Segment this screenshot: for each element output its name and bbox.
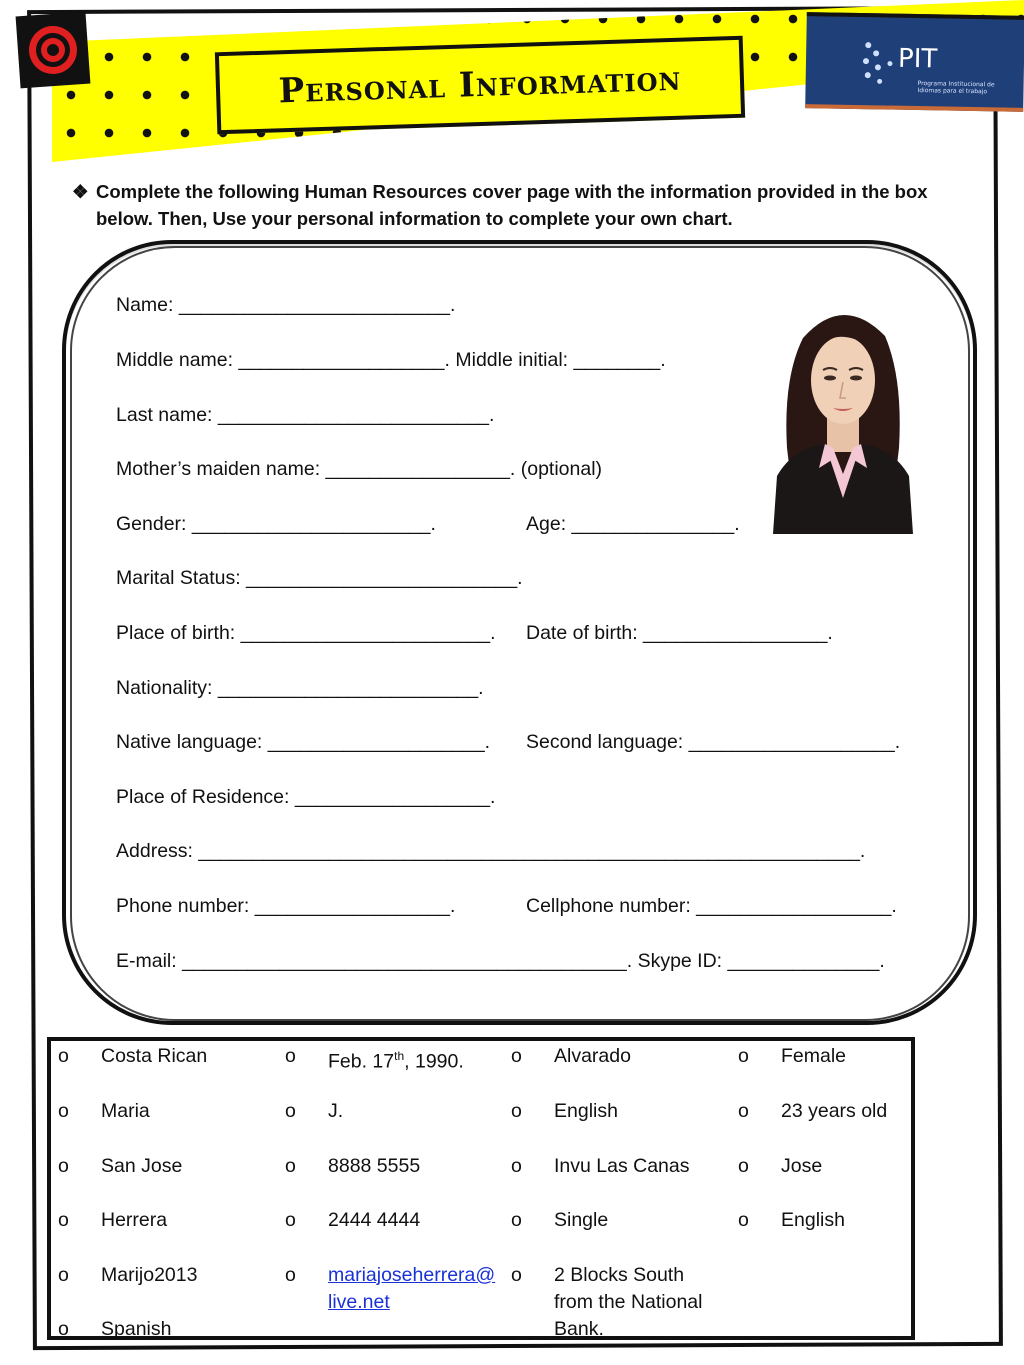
table-cell-text: Alvarado	[554, 1045, 631, 1067]
field-age[interactable]: Age: _______________.	[526, 513, 740, 535]
list-bullet-icon: o	[285, 1264, 296, 1286]
list-bullet-icon: o	[511, 1209, 522, 1231]
field-marital-status[interactable]: Marital Status: _________________________.	[116, 567, 523, 589]
date-suffix: th	[394, 1049, 405, 1063]
field-phone[interactable]: Phone number: __________________.	[116, 895, 456, 917]
woman-portrait-image	[763, 298, 923, 534]
field-address[interactable]: Address: _____________________________________________________________.	[116, 840, 866, 862]
table-cell-text: Maria	[101, 1100, 150, 1122]
list-bullet-icon: o	[285, 1100, 296, 1122]
table-cell-text: 2 Blocks South from the National Bank.	[554, 1264, 703, 1340]
list-bullet-icon: o	[511, 1100, 522, 1122]
list-bullet-icon: o	[58, 1264, 69, 1286]
table-cell-text: Single	[554, 1209, 609, 1231]
table-cell-text: 8888 5555	[328, 1155, 421, 1177]
list-bullet-icon: o	[58, 1045, 69, 1067]
list-bullet-icon: o	[738, 1045, 749, 1067]
list-bullet-icon: o	[58, 1318, 69, 1340]
field-last-name[interactable]: Last name: _________________________.	[116, 404, 495, 426]
logo-subtitle: Programa Institucional de Idiomas para el trabajo	[917, 80, 995, 96]
diamond-bullet-icon: ❖	[72, 181, 89, 202]
list-bullet-icon: o	[738, 1209, 749, 1231]
field-native-language[interactable]: Native language: ____________________.	[116, 731, 491, 753]
table-cell-text: Feb. 17th, 1990.	[328, 1049, 464, 1073]
target-icon	[16, 12, 91, 89]
pit-logo	[805, 12, 1024, 112]
table-cell-text: San Jose	[101, 1155, 183, 1177]
field-nationality[interactable]: Nationality: ________________________.	[116, 677, 484, 699]
table-cell-text: Spanish	[101, 1318, 172, 1340]
list-bullet-icon: o	[511, 1045, 522, 1067]
table-cell-text: 2444 4444	[328, 1209, 421, 1231]
field-maiden-name[interactable]: Mother’s maiden name: _________________. (optional)	[116, 458, 603, 480]
title-box	[215, 36, 745, 135]
table-cell-text: Marijo2013	[101, 1264, 198, 1286]
field-place-of-birth[interactable]: Place of birth: _______________________.	[116, 622, 496, 644]
field-middle-name[interactable]: Middle name: ___________________. Middle initial: ________.	[116, 349, 666, 371]
table-cell-text: Herrera	[101, 1209, 168, 1231]
field-date-of-birth[interactable]: Date of birth: _________________.	[526, 622, 833, 644]
table-cell-text: Invu Las Canas	[554, 1155, 690, 1177]
list-bullet-icon: o	[58, 1100, 69, 1122]
list-bullet-icon: o	[285, 1155, 296, 1177]
table-cell-text: 23 years old	[781, 1100, 888, 1122]
table-cell-text: English	[554, 1100, 618, 1122]
field-cellphone[interactable]: Cellphone number: __________________.	[526, 895, 897, 917]
list-bullet-icon: o	[511, 1264, 522, 1286]
list-bullet-icon: o	[58, 1155, 69, 1177]
field-gender[interactable]: Gender: ______________________.	[116, 513, 436, 535]
table-cell-text: Female	[781, 1045, 847, 1067]
list-bullet-icon: o	[511, 1155, 522, 1177]
table-cell-text: Costa Rican	[101, 1045, 208, 1067]
instruction-text: Complete the following Human Resources cover page with the information provided in the box below. Then, Use your personal information to complete your own chart.	[96, 181, 928, 229]
list-bullet-icon: o	[738, 1155, 749, 1177]
page-title: Personal Information	[278, 58, 682, 112]
instruction	[72, 178, 972, 232]
field-second-language[interactable]: Second language: ___________________.	[526, 731, 901, 753]
table-cell-text: J.	[328, 1100, 344, 1122]
email-link[interactable]: mariajoseherrera@ live.net	[328, 1264, 496, 1313]
list-bullet-icon: o	[738, 1100, 749, 1122]
field-name[interactable]: Name: _________________________.	[116, 294, 456, 316]
field-place-of-residence[interactable]: Place of Residence: __________________.	[116, 786, 496, 808]
field-email-skype[interactable]: E-mail: _________________________________________. Skype ID: ______________.	[116, 950, 885, 972]
logo-text: PIT	[897, 43, 938, 75]
list-bullet-icon: o	[285, 1045, 296, 1067]
list-bullet-icon: o	[285, 1209, 296, 1231]
list-bullet-icon: o	[58, 1209, 69, 1231]
date-tail: , 1990.	[404, 1050, 464, 1073]
table-cell-text: English	[781, 1209, 845, 1231]
table-cell-text: Jose	[781, 1155, 823, 1177]
